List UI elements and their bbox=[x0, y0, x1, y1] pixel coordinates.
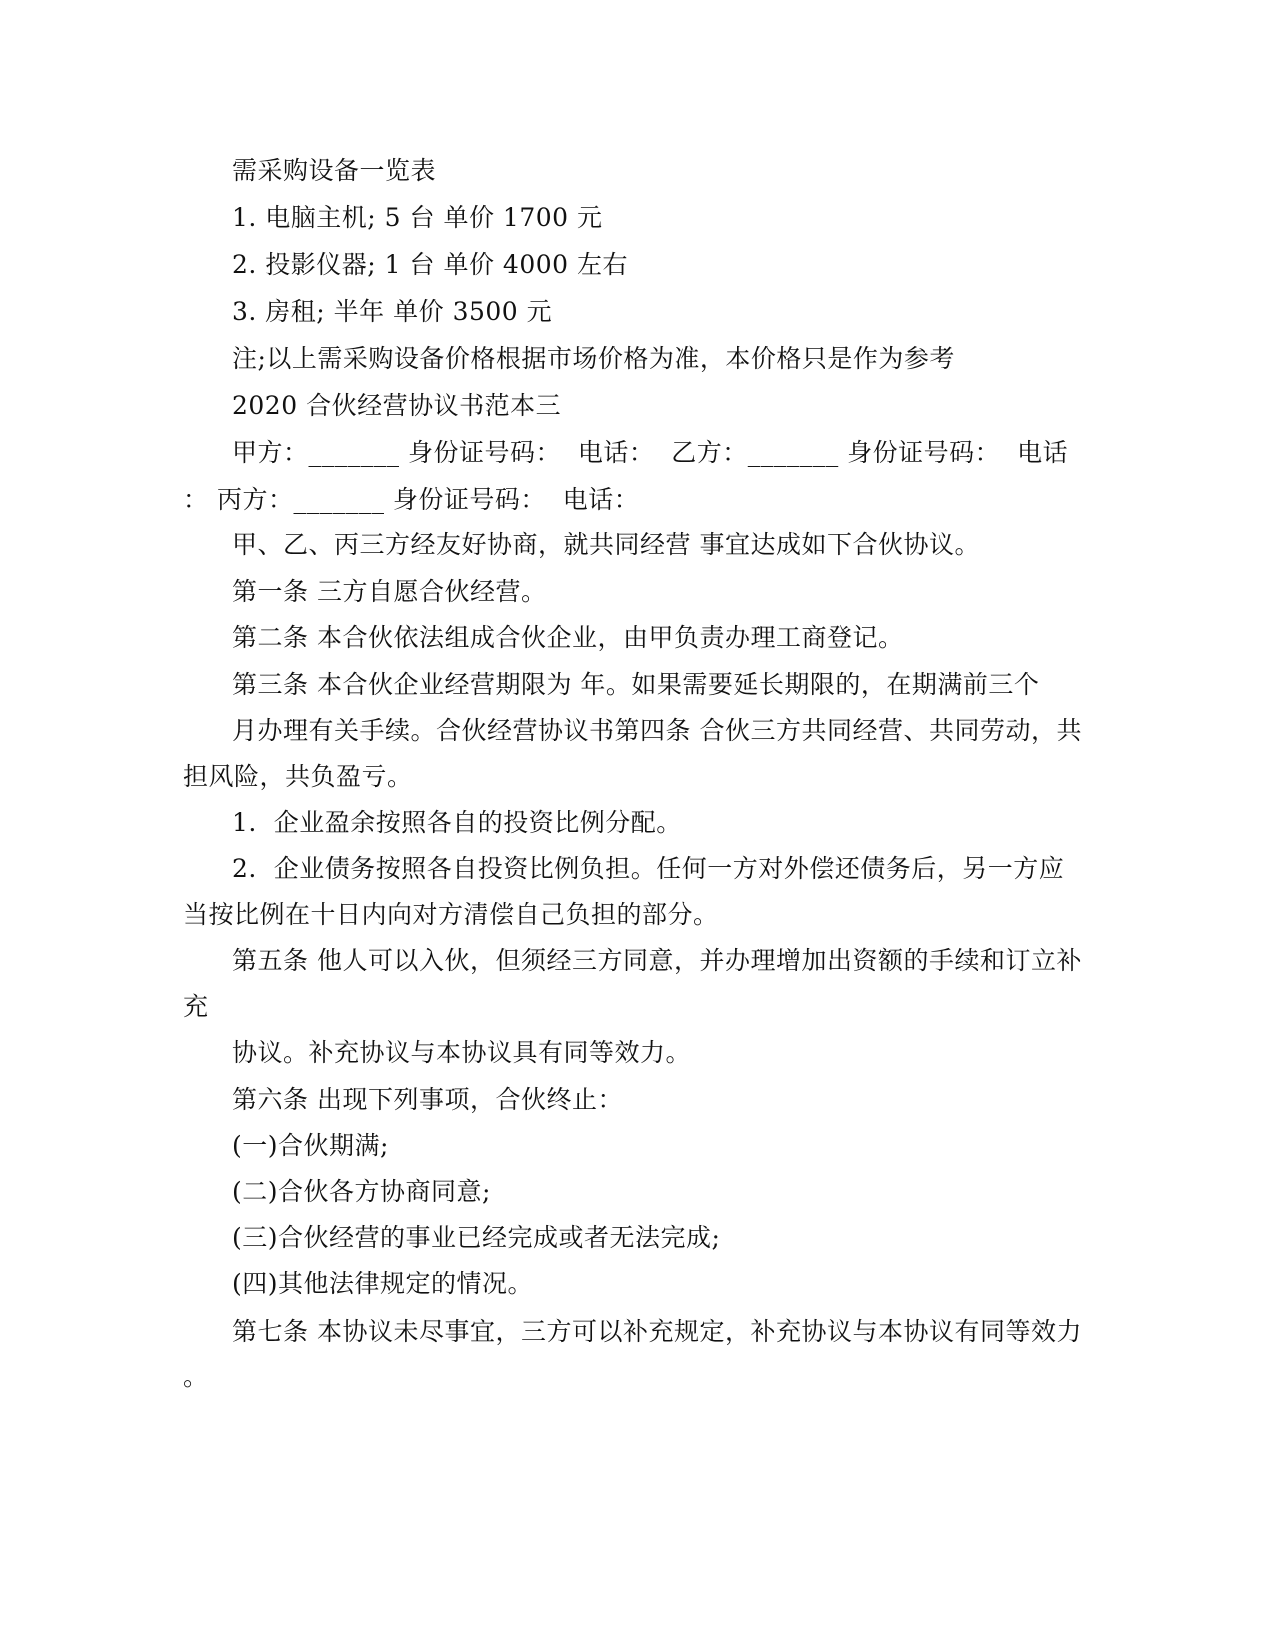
article-2: 第二条 本合伙依法组成合伙企业，由甲负责办理工商登记。 bbox=[232, 623, 904, 652]
article-6: 第六条 出现下列事项，合伙终止： bbox=[232, 1085, 623, 1114]
article-5-line-1: 第五条 他人可以入伙，但须经三方同意，并办理增加出资额的手续和订立补 bbox=[232, 946, 1082, 975]
article-3-line-1: 第三条 本合伙企业经营期限为 年。如果需要延长期限的，在期满前三个 bbox=[232, 670, 1040, 699]
article-6-item-2: (二)合伙各方协商同意; bbox=[232, 1177, 491, 1206]
parties-line-2: ： 丙方：_______ 身份证号码： 电话： bbox=[183, 485, 640, 514]
article-6-item-1: (一)合伙期满; bbox=[232, 1131, 389, 1160]
article-7-line-2: 。 bbox=[183, 1362, 209, 1391]
preamble: 甲、乙、丙三方经友好协商，就共同经营 事宜达成如下合伙协议。 bbox=[232, 530, 980, 559]
article-5-line-2: 充 bbox=[183, 992, 209, 1021]
article-3-line-2: 月办理有关手续。合伙经营协议书第四条 合伙三方共同经营、共同劳动，共 bbox=[232, 716, 1082, 745]
parties-line-1: 甲方：_______ 身份证号码： 电话： 乙方：_______ 身份证号码： 电话 bbox=[232, 438, 1069, 467]
price-note: 注;以上需采购设备价格根据市场价格为准，本价格只是作为参考 bbox=[232, 344, 955, 373]
article-1: 第一条 三方自愿合伙经营。 bbox=[232, 577, 547, 606]
article-6-item-3: (三)合伙经营的事业已经完成或者无法完成; bbox=[232, 1223, 721, 1252]
article-4-item-2-line-2: 当按比例在十日内向对方清偿自己负担的部分。 bbox=[183, 900, 719, 929]
equipment-list-title: 需采购设备一览表 bbox=[232, 156, 437, 185]
article-6-item-4: (四)其他法律规定的情况。 bbox=[232, 1269, 534, 1298]
equipment-item-2: 2. 投影仪器; 1 台 单价 4000 左右 bbox=[232, 250, 628, 279]
equipment-item-1: 1. 电脑主机; 5 台 单价 1700 元 bbox=[232, 203, 603, 232]
article-4-item-2-line-1: 2. 企业债务按照各自投资比例负担。任何一方对外偿还债务后，另一方应 bbox=[232, 854, 1065, 883]
article-4-continued: 担风险，共负盈亏。 bbox=[183, 762, 413, 791]
article-4-item-1: 1. 企业盈余按照各自的投资比例分配。 bbox=[232, 808, 682, 837]
agreement-title: 2020 合伙经营协议书范本三 bbox=[232, 391, 562, 420]
article-5-line-3: 协议。补充协议与本协议具有同等效力。 bbox=[232, 1038, 692, 1067]
equipment-item-3: 3. 房租; 半年 单价 3500 元 bbox=[232, 297, 553, 326]
article-7-line-1: 第七条 本协议未尽事宜，三方可以补充规定，补充协议与本协议有同等效力 bbox=[232, 1317, 1082, 1346]
